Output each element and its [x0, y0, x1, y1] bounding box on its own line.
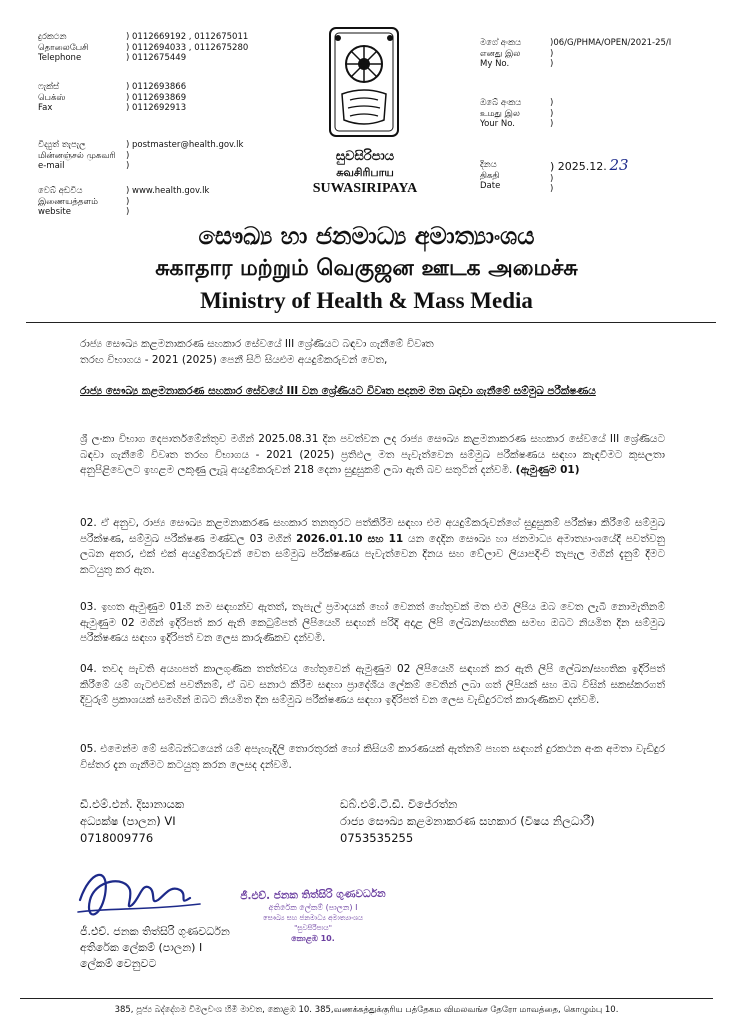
- contact-label: ෆැක්ස්: [38, 82, 60, 92]
- officer-phone: 0718009776: [80, 831, 154, 845]
- stamp-building: "සුවසිරිපාය": [294, 924, 332, 932]
- emblem-line-ta: சுவசிரிபாய: [336, 166, 394, 179]
- contact-value: ) 0112692913: [126, 103, 187, 113]
- contact-value: ) 0112693866: [126, 82, 187, 92]
- ref-value: ): [550, 184, 554, 194]
- ref-your-no: [480, 98, 725, 130]
- contact-label: Telephone: [38, 53, 82, 63]
- ministry-name-english: Ministry of Health & Mass Media: [200, 288, 533, 313]
- header-divider: [26, 322, 716, 323]
- ref-label: ඔබේ අංකය: [480, 98, 522, 108]
- addressee-line: රාජ්‍ය සෞඛ්‍ය කළමනාකරණ සහකාර සේවයේ III ශ්‍රේණියට බඳවා ගැනීමේ විවෘත: [80, 338, 434, 350]
- ref-label: உமது இல: [480, 108, 520, 119]
- ref-label: திகதி: [480, 170, 500, 181]
- paragraph-5: 05. එමෙන්ම මේ සම්බන්ධයෙන් යම් අපැහැදිලි තොරතුරක් හෝ කිසියම් කාරණයක් ඇත්නම් පහත සඳහන් දුරකථන අංක අමතා වැඩිදුර විස්තර දැන ගැනීමට කටයුතු කරන ලෙසද දන්වමි.: [80, 743, 665, 771]
- date-value-line: [550, 156, 720, 174]
- email-values: [126, 140, 291, 172]
- contact-value: ): [126, 196, 130, 207]
- officer-title: රාජ්‍ය සෞඛ්‍ය කළමනාකරණ සහකාර (විෂය නිලධාරී): [340, 814, 595, 828]
- contact-officer-right: [340, 796, 670, 847]
- fax-values: [126, 82, 291, 114]
- contact-label: දුරකථන: [38, 32, 67, 42]
- contact-value: ) postmaster@health.gov.lk: [126, 140, 244, 150]
- fax-labels: [38, 82, 126, 114]
- signatory-name: ජී.එච්. ජනක තිත්සිරි ගුණවර්ධන: [80, 925, 230, 938]
- emblem-icon: [324, 24, 404, 144]
- contact-label: இணையத்தளம்: [38, 196, 98, 207]
- stamp-city: කොළඹ 10.: [291, 934, 335, 943]
- date-handwritten: 23: [609, 156, 629, 174]
- annex-ref: (ඇමුණුම 01): [515, 464, 580, 476]
- paragraph-3: 03. ඉහත ඇමුණුම 01හි නම සඳහන්ව ඇතත්, තැපැල් ප්‍රමාදයන් හෝ වෙනත් හේතුවක් මත එම ලිපිය ඔබ වෙත ලැබී නොමැතිනම් ඇමුණුම 02 මගින් ඉදිරිපත් කර ඇති කෙටුම්පත් ලිපියෙහි සඳහන් පරිදි අදාළ ලිපි ලේඛන/සහතික සමඟ ඔබට නියමිත දින සම්මුඛ පරීක්ෂණය සඳහා ඉදිරිපත් වන ලෙස කාරුණිකව දන්වමි.: [80, 601, 665, 644]
- contact-value: ): [126, 161, 130, 171]
- ref-value: ): [550, 108, 554, 119]
- ref-label: මගේ අංකය: [480, 38, 522, 48]
- officer-name: ඩී.එම්.එන්. දිසානායක: [80, 797, 185, 811]
- ref-value: ): [550, 48, 554, 59]
- contact-value: ) www.health.gov.lk: [126, 186, 210, 196]
- telephone-values: [126, 32, 291, 64]
- contact-label: e-mail: [38, 161, 65, 171]
- contact-value: ): [126, 150, 130, 161]
- stamp-name: ජී.එච්. ජනක තිත්සිරි ගුණවර්ධන: [240, 887, 386, 903]
- contact-label: වෙබ් අඩවිය: [38, 186, 83, 196]
- paragraph-2-text-a: 02. ඒ අනුව, රාජ්‍ය සෞඛ්‍ය කළමනාකරණ සහකාර තනතුරට පත්කිරීම සඳහා එම අයදුම්කරුවන්ගේ සුදුසුකම් පරීක්ෂා කිරීමේ සම්මුඛ පරීක්ෂණ, සම්මුඛ පරීක්ෂණ මණ්ඩල 03 මගින්: [80, 517, 665, 545]
- ref-value: ): [550, 173, 554, 184]
- ref-value: ): [550, 98, 554, 108]
- emblem-line-en: SUWASIRIPAYA: [312, 181, 418, 196]
- contact-label: பெக்ஸ்: [38, 92, 66, 103]
- website-labels: [38, 186, 126, 218]
- ref-label: Your No.: [480, 119, 515, 129]
- my-no-values: [550, 38, 720, 70]
- footer-divider: [20, 998, 713, 999]
- subject-line: රාජ්‍ය සෞඛ්‍ය කළමනාකරණ සහකාර සේවයේ III වන ශ්‍රේණියට විවෘත පදනම මත බඳවා ගැනීමේ සම්මුඛ පරීක්ෂණය: [80, 385, 596, 397]
- ref-label: My No.: [480, 59, 510, 69]
- officer-name: ඩබ්.එම්.ටී.ඩී. විජේරත්න: [340, 797, 458, 811]
- ref-value: )06/G/PHMA/OPEN/2021-25/I: [550, 38, 672, 48]
- contact-label: website: [38, 207, 71, 217]
- ref-value: ): [550, 119, 554, 129]
- paragraph-1-text: ශ්‍රී ලංකා විභාග දෙපාර්තමේන්තුව මගින් 2025.08.31 දින පවත්වන ලද රාජ්‍ය සෞඛ්‍ය කළමනාකරණ සහකාර සේවයේ III ශ්‍රේණියට බඳවා ගැනීමේ විවෘත තරඟ විභාගය - 2021 (2025) ප්‍රතිඵල මත පැවැත්වෙන සම්මුඛ පරීක්ෂණය සඳහා කැඳවීමට කුසලතා අනුපිළිවෙලට ඉහළම ලකුණු ලැබූ අයදුම්කරුවන් 218 දෙනා සුදුසුකම් ලබා ඇති බව සතුටින් දන්වමි.: [80, 433, 665, 476]
- ref-value: ): [550, 59, 554, 69]
- my-no-labels: [480, 38, 550, 70]
- ref-label: எனது இல: [480, 48, 521, 59]
- officer-title: අධ්‍යක්ෂ (පාලන) VI: [80, 814, 176, 828]
- contact-label: மின்னஞ்சல் முகவரி: [38, 150, 116, 161]
- paragraph-1: [80, 432, 665, 479]
- emblem-line-si: සුවසිරිපාය: [335, 149, 395, 164]
- signatory: [80, 924, 320, 972]
- stamp-title: අතිරේක ලේකම් (පාලන) I: [268, 903, 358, 912]
- interview-dates: 2026.01.10 සහ 11: [296, 532, 404, 545]
- paragraph-2: [80, 516, 665, 578]
- website-values: [126, 186, 291, 218]
- contact-value: ) 0112675449: [126, 53, 187, 63]
- ref-date: [480, 156, 725, 195]
- stamp-ministry: සෞඛ්‍ය සහ ජනමාධ්‍ය අමාත්‍යාංශය: [262, 914, 364, 922]
- contact-label: தொலைபேசி: [38, 42, 89, 53]
- contact-label: විද්‍යුත් තැපැල: [38, 140, 86, 150]
- signatory-title: අතිරේක ලේකම් (පාලන) I: [80, 941, 203, 954]
- date-labels: [480, 160, 550, 192]
- contact-value: ): [126, 207, 130, 217]
- contact-fax: [38, 82, 298, 114]
- addressee: [80, 337, 665, 368]
- emblem-caption: [300, 148, 430, 198]
- contact-officer-left: [80, 796, 320, 847]
- ref-my-no: [480, 38, 725, 70]
- paragraph-2-text-b: යන දෙදින සෞඛ්‍ය හා ජනමාධ්‍ය අමාත්‍යාංශයේදී පවත්වනු ලබන අතර, එක් එක් අයදුම්කරුවන් වෙත සම්මුඛ පරීක්ෂණය පැවැත්වෙන දිනය සහ වේලාව ලියාපදිංචි තැපැල මගින් දැනුම් දීමට කටයුතු කර ඇත.: [80, 532, 666, 576]
- signatory-on-behalf: ලේකම් වෙනුවට: [80, 957, 157, 970]
- addressee-line: තරඟ විභාගය - 2021 (2025) පෙනී සිටි සියළුම අයදුම්කරුවන් වෙත,: [80, 353, 388, 366]
- contact-email: [38, 140, 298, 172]
- contact-value: ) 0112694033 , 0112675280: [126, 42, 249, 53]
- contact-telephone: [38, 32, 298, 64]
- officer-phone: 0753535255: [340, 831, 414, 845]
- date-printed: ) 2025.12.: [550, 160, 607, 173]
- contact-value: ) 0112693869: [126, 92, 187, 103]
- ref-label: දිනය: [480, 160, 497, 170]
- contact-website: [38, 186, 298, 218]
- ministry-name-tamil: சுகாதார மற்றும் வெகுஜன ஊடக அமைச்சு: [155, 256, 578, 281]
- signature-icon: [70, 860, 210, 930]
- telephone-labels: [38, 32, 126, 64]
- ref-label: Date: [480, 181, 501, 191]
- your-no-labels: [480, 98, 550, 130]
- ministry-name-sinhala: සෞඛ්‍ය හා ජනමාධ්‍ය අමාත්‍යාංශය: [198, 222, 535, 250]
- contact-label: Fax: [38, 103, 53, 113]
- contact-value: ) 0112669192 , 0112675011: [126, 32, 249, 42]
- date-values: [550, 156, 720, 195]
- paragraph-4: 04. තවද පැවති අයහපත් කාලගුණික තත්ත්වය හේතුවෙන් ඇමුණුම 02 ලිපියෙහි සඳහන් කර ඇති ලිපි ලේඛන/සහතික ඉදිරිපත් කිරීමේ යම් ගැටළුවක් පවතීනම්, ඒ බව සනාථ කිරීම සඳහා ප්‍රාදේශීය ලේකම් වෙතින් ලබා ගත් ලිපියක් සහ ඔබ විසින් සකස්කරගත් දිවුරුම් ප්‍රකාශයක් සමඟින් ඔබට නියමිත දින සම්මුඛ පරීක්ෂණය සඳහා ඉදිරිපත් වන ලෙස වැඩිදුරටත් කාරුණිකව දන්වමි.: [80, 663, 665, 706]
- footer-address: 385, පූජ්‍ය බද්දේගම විමලවංශ හිමි මාවත, කොළඹ 10. 385,வணக்கத்துக்குரிய பத்தேகம விமலவங்ச தேரோ மாவத்தை, கொழும்பு 10.: [114, 1005, 619, 1015]
- email-labels: [38, 140, 126, 172]
- your-no-values: [550, 98, 720, 130]
